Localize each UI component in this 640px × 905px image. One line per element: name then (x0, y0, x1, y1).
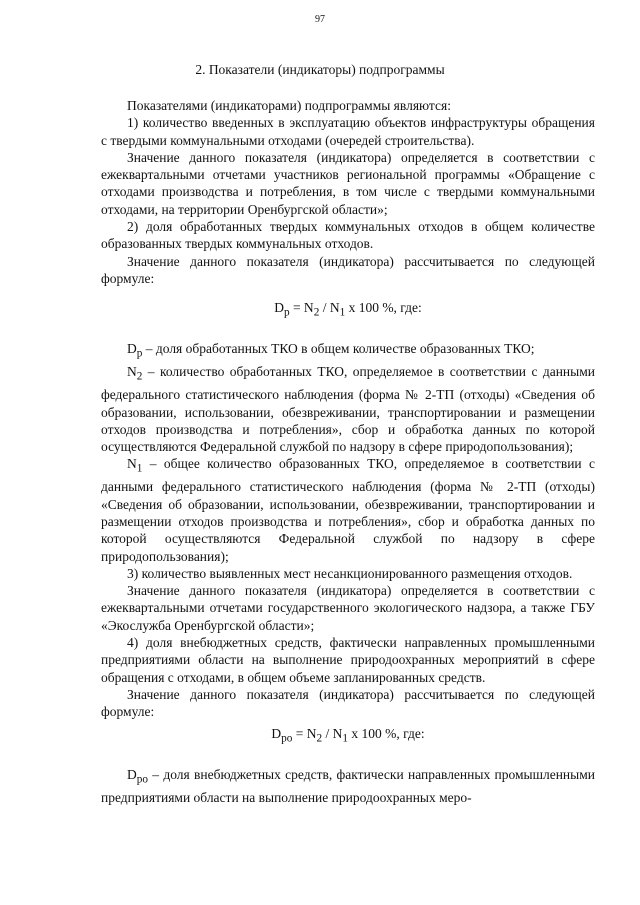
indicator-3: 3) количество выявленных мест несанкционированного размещения отходов. (127, 565, 573, 581)
section-heading: 2. Показатели (индикаторы) подпрограммы (195, 62, 445, 77)
intro-paragraph: Показателями (индикаторами) подпрограммы являются: (127, 98, 451, 113)
definition-n2: $N_2$ – количество обработанных ТКО, определяемое в соответствии с данными федерального статистического наблюдения (форма № 2-ТП (отходы) «Сведения об образовании, использовании, обезвреживании, транспортировании и размещении отходов производства и потребления», сбор и обработка данных по которой осуществляются Федеральной службой по надзору в сфере природопользования); (101, 364, 595, 455)
page-number: 97 (315, 14, 325, 25)
definition-dpo: $D_{ро}$ – доля внебюджетных средств, фактически направленных промышленными предприятиями области на выполнение природоохранных меро- (101, 766, 595, 805)
indicator-4-calc-note: Значение данного показателя (индикатора) рассчитывается по следующей формуле: (101, 686, 595, 720)
indicator-2-calc-note: Значение данного показателя (индикатора) рассчитывается по следующей формуле: (101, 253, 595, 286)
document-body (101, 97, 595, 806)
indicator-1: 1) количество введенных в эксплуатацию объектов инфраструктуры обращения с твердыми коммунальными отходами (очередей строительства). (101, 115, 595, 148)
definition-dp: $D_р$ – доля обработанных ТКО в общем количестве образованных ТКО; (127, 341, 535, 360)
indicator-4: 4) доля внебюджетных средств, фактически направленных промышленными предприятиями области на выполнение природоохранных мероприятий в сфере обращения с отходами, в общем объеме запланированных средств. (101, 635, 595, 685)
indicator-1-method: Значение данного показателя (индикатора) определяется в соответствии с ежеквартальными отчетами участников региональной программы «Обращение с отходами производства и потребления, в том числе с твердыми коммунальными отходами, на территории Оренбургской области»; (101, 149, 595, 217)
indicator-3-method: Значение данного показателя (индикатора) определяется в соответствии с ежеквартальными отчетами государственного экологического надзора, а также ГБУ «Экослужба Оренбургской области»; (101, 583, 595, 633)
definition-n1: $N_1$ – общее количество образованных ТКО, определяемое в соответствии с данными федерального статистического наблюдения (форма № 2-ТП (отходы) «Сведения об образовании, использовании, обезвреживании, транспортировании и размещении отходов производства и потребления», сбор и обработка данных по которой осуществляются Федеральной службой по надзору в сфере природопользования); (101, 456, 595, 564)
indicator-2: 2) доля обработанных твердых коммунальных отходов в общем количестве образованных твердых коммунальных отходов. (101, 219, 595, 252)
formula-dpo: $D_{ро} = N_2 / N_1$ x 100 %, где: (271, 725, 425, 745)
formula-dp: $D_р = N_2 / N_1$ x 100 %, где: (274, 300, 422, 319)
